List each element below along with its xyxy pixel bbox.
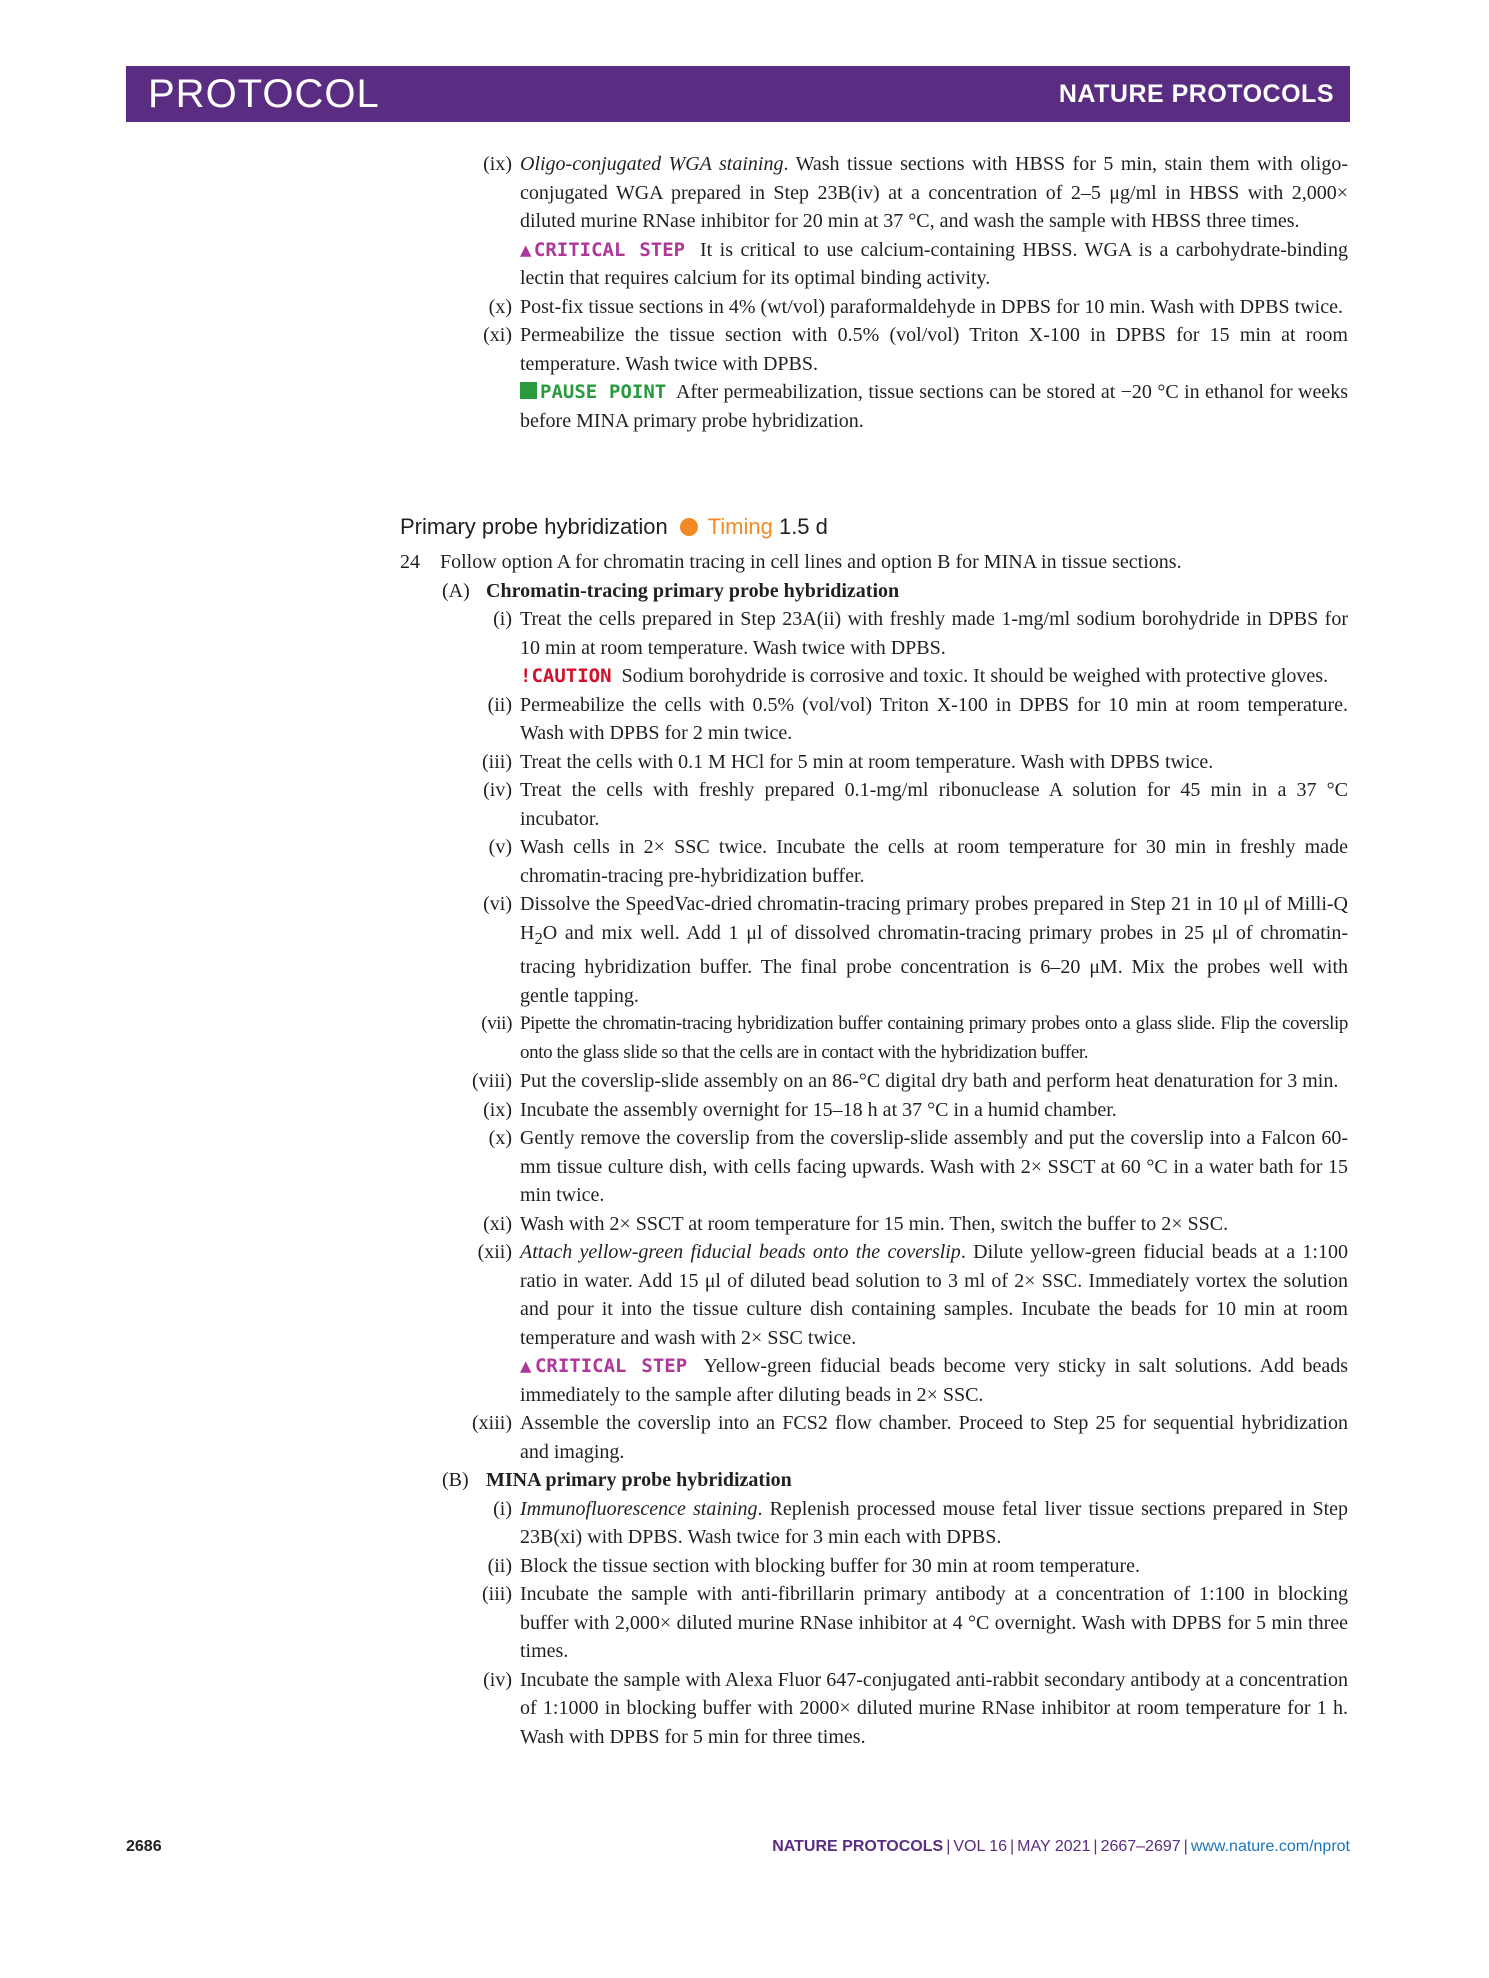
note-text: After permeabilization, tissue sections can be stored at −20 °C in ethanol for weeks before MINA primary probe hybridization.: [520, 381, 1348, 432]
list-item: [400, 691, 1348, 748]
list-item: [400, 776, 1348, 833]
item-text: Permeabilize the cells with 0.5% (vol/vol) Triton X-100 in DPBS for 10 min at room temperature. Wash with DPBS for 2 min twice.: [520, 693, 1348, 744]
option-title: MINA primary probe hybridization: [486, 1469, 792, 1491]
step-line: [400, 548, 1348, 577]
option-title: Chromatin-tracing primary probe hybridization: [486, 579, 900, 602]
list-item: [400, 1067, 1348, 1096]
item-text: Incubate the sample with Alexa Fluor 647-conjugated anti-rabbit secondary antibody at a concentration of 1:1000 in blocking buffer with 2000× diluted murine RNase inhibitor at room temperature for 1 h. Wash with DPBS for 5 min for three times.: [520, 1668, 1348, 1748]
item-number: (v): [488, 836, 512, 858]
item-text: . Dilute yellow-green fiducial beads at a 1:100 ratio in water. Add 15 μl of diluted bead solution to 3 ml of 2× SSC. Immediately vortex the solution and pour it into the tissue culture dish containing samples. Incubate the beads for 10 min at room temperature and wash with 2× SSC twice.: [520, 1241, 1348, 1349]
footer-citation: NATURE PROTOCOLS | VOL 16 | MAY 2021 | 2667–2697 | www.nature.com/nprot: [772, 1838, 1350, 1855]
item-text: . Wash tissue sections with HBSS for 5 min, stain them with oligo-conjugated WGA prepared in Step 23B(iv) at a concentration of 2–5 μg/ml in HBSS with 2,000× diluted murine RNase inhibitor for 20 min at 37 °C, and wash the sample with HBSS three times.: [520, 153, 1349, 232]
item-number: (iv): [483, 1668, 512, 1691]
timing-label: Timing: [707, 514, 773, 539]
footer-date: MAY 2021: [1017, 1838, 1091, 1855]
item-number: (x): [488, 1127, 512, 1149]
item-number: (iii): [482, 1583, 512, 1605]
item-text: Incubate the assembly overnight for 15–18 h at 37 °C in a humid chamber.: [520, 1098, 1117, 1121]
item-number: (ii): [487, 1554, 512, 1577]
item-text: Dissolve the SpeedVac-dried chromatin-tracing primary probes prepared in Step 21 in 10 μl of Milli-Q H: [520, 893, 1348, 944]
header-banner: [126, 66, 1350, 122]
list-item: [400, 605, 1348, 691]
list-item: [400, 1096, 1348, 1125]
list-item: [400, 748, 1348, 777]
list-item: [400, 833, 1348, 890]
subscript: 2: [534, 928, 543, 948]
timing-dot-icon: [680, 518, 698, 536]
footer-pages: 2667–2697: [1100, 1838, 1181, 1855]
item-text: . Replenish processed mouse fetal liver tissue sections prepared in Step 23B(xi) with DPBS. Wash twice for 3 min each with DPBS.: [520, 1497, 1348, 1548]
item-lead: Attach yellow-green fiducial beads onto the coverslip: [520, 1241, 961, 1263]
note-text: Yellow-green fiducial beads become very sticky in salt solutions. Add beads immediately to the sample after diluting beads in 2× SSC.: [520, 1355, 1348, 1406]
pause-point-label: PAUSE POINT: [520, 381, 666, 403]
option-label: (A): [442, 579, 470, 602]
item-text: Post-fix tissue sections in 4% (wt/vol) paraformaldehyde in DPBS for 10 min. Wash with DPBS twice.: [520, 295, 1343, 318]
page-number: 2686: [126, 1838, 162, 1855]
journal-link[interactable]: www.nature.com/nprot: [1190, 1838, 1350, 1855]
list-item: [400, 1495, 1348, 1552]
section-title: Primary probe hybridization: [400, 514, 668, 539]
item-number: (x): [488, 295, 512, 318]
list-item: [400, 150, 1348, 293]
item-number: (vii): [481, 1013, 512, 1034]
list-item: [400, 890, 1348, 1010]
step-24: [400, 548, 1348, 1751]
critical-step-label: ▲CRITICAL STEP: [520, 1355, 688, 1377]
item-text: Permeabilize the tissue section with 0.5% (vol/vol) Triton X-100 in DPBS for 15 min at room temperature. Wash twice with DPBS.: [520, 324, 1348, 375]
item-number: (ix): [483, 153, 512, 175]
footer-volume: VOL 16: [953, 1838, 1008, 1855]
note-text: It is critical to use calcium-containing HBSS. WGA is a carbohydrate-binding lectin that requires calcium for its optimal binding activity.: [520, 238, 1348, 289]
triangle-icon: ▲: [520, 238, 534, 261]
section-heading: [400, 512, 828, 542]
list-item: [400, 1552, 1348, 1581]
list-item: [400, 293, 1348, 322]
item-text: Gently remove the coverslip from the coverslip-slide assembly and put the coverslip into a Falcon 60-mm tissue culture dish, with cells facing upwards. Wash with 2× SSCT at 60 °C in a water bath for 15 min twice.: [520, 1127, 1348, 1206]
item-text: Treat the cells prepared in Step 23A(ii) with freshly made 1-mg/ml sodium borohydride in DPBS for 10 min at room temperature. Wash twice with DPBS.: [520, 608, 1348, 659]
item-text: Wash cells in 2× SSC twice. Incubate the cells at room temperature for 30 min in freshly made chromatin-tracing pre-hybridization buffer.: [520, 836, 1348, 887]
item-text: Wash with 2× SSCT at room temperature for 15 min. Then, switch the buffer to 2× SSC.: [520, 1212, 1229, 1235]
journal-name: NATURE PROTOCOLS: [1058, 80, 1334, 108]
item-text: Put the coverslip-slide assembly on an 86-°C digital dry bath and perform heat denaturation for 3 min.: [520, 1070, 1339, 1092]
triangle-icon: ▲: [520, 1355, 535, 1377]
critical-step-label: ▲CRITICAL STEP: [520, 238, 686, 261]
footer-journal: NATURE PROTOCOLS: [772, 1838, 944, 1855]
item-number: (xii): [477, 1241, 512, 1263]
top-items: [400, 150, 1348, 435]
square-icon: [520, 382, 537, 399]
item-number: (i): [493, 608, 512, 630]
item-number: (viii): [472, 1070, 512, 1092]
exclamation-icon: !: [520, 665, 532, 687]
list-item: [400, 1666, 1348, 1752]
item-number: (iii): [482, 750, 512, 773]
step-number: 24: [400, 551, 420, 573]
option-label: (B): [442, 1469, 469, 1491]
list-item: [400, 1010, 1348, 1067]
step-text: Follow option A for chromatin tracing in cell lines and option B for MINA in tissue sections.: [440, 551, 1182, 573]
article-type-label: PROTOCOL: [148, 72, 380, 116]
timing-value: 1.5 d: [778, 514, 828, 539]
item-text-cont: O and mix well. Add 1 μl of dissolved chromatin-tracing primary probes in 25 μl of chromatin-tracing hybridization buffer. The final probe concentration is 6–20 μM. Mix the probes well with gentle tapping.: [520, 921, 1348, 1007]
list-item: [400, 1409, 1348, 1466]
item-text: Treat the cells with 0.1 M HCl for 5 min at room temperature. Wash with DPBS twice.: [520, 750, 1214, 773]
item-text: Pipette the chromatin-tracing hybridization buffer containing primary probes onto a glass slide. Flip the coverslip onto the glass slide so that the cells are in contact with the hybridization buffer.: [520, 1013, 1348, 1063]
item-lead: Oligo-conjugated WGA staining: [520, 153, 784, 175]
list-item: [400, 1580, 1348, 1666]
caution-label: !CAUTION: [520, 665, 612, 687]
list-item: [400, 1210, 1348, 1239]
list-item: [400, 1124, 1348, 1210]
item-number: (xiii): [472, 1412, 512, 1434]
list-item: [400, 321, 1348, 435]
option-b-heading: [400, 1466, 1348, 1495]
item-number: (ii): [487, 693, 512, 716]
note-text: Sodium borohydride is corrosive and toxic. It should be weighed with protective gloves.: [621, 665, 1329, 687]
item-text: Assemble the coverslip into an FCS2 flow chamber. Proceed to Step 25 for sequential hybridization and imaging.: [520, 1412, 1348, 1463]
item-number: (i): [493, 1497, 512, 1520]
item-text: Incubate the sample with anti-fibrillarin primary antibody at a concentration of 1:100 in blocking buffer with 2,000× diluted murine RNase inhibitor at 4 °C overnight. Wash with DPBS for 5 min three times.: [520, 1583, 1348, 1662]
item-number: (vi): [483, 893, 512, 915]
item-text: Treat the cells with freshly prepared 0.1-mg/ml ribonuclease A solution for 45 min in a 37 °C incubator.: [520, 779, 1348, 830]
option-a-heading: [400, 577, 1348, 606]
item-number: (xi): [483, 324, 512, 346]
item-lead: Immunofluorescence staining: [520, 1497, 758, 1520]
item-number: (ix): [483, 1098, 512, 1121]
list-item: [400, 1238, 1348, 1409]
item-number: (iv): [483, 779, 512, 801]
item-number: (xi): [483, 1212, 512, 1235]
item-text: Block the tissue section with blocking buffer for 30 min at room temperature.: [520, 1554, 1141, 1577]
